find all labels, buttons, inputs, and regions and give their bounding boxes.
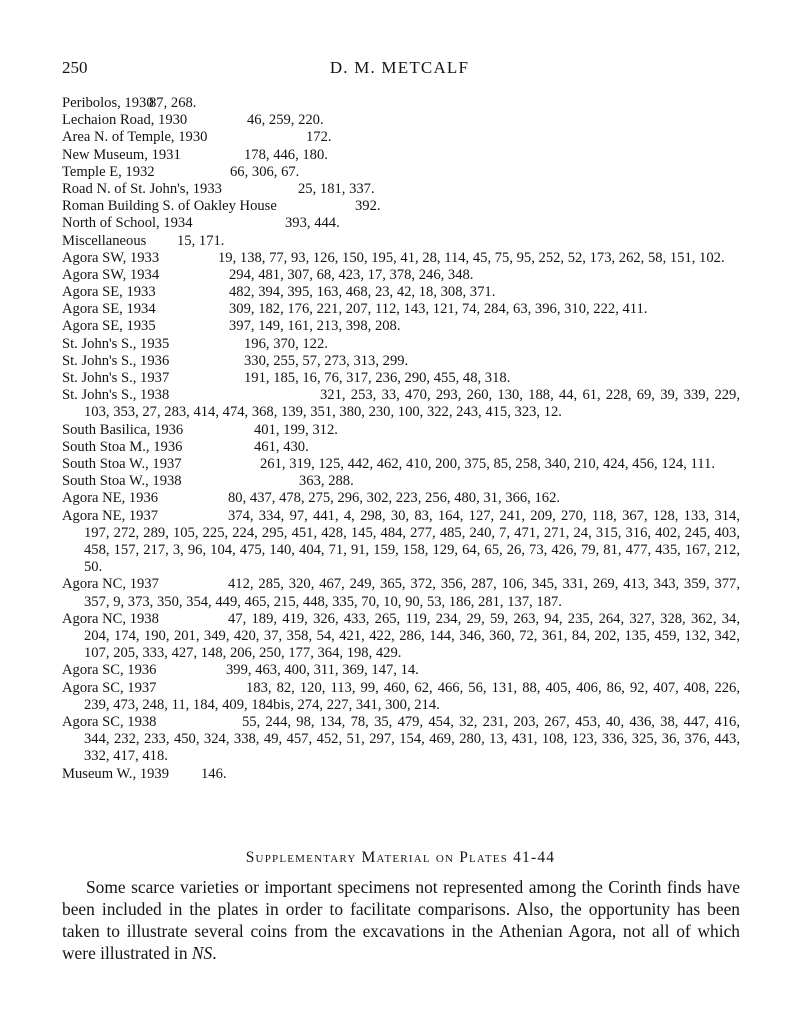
find-entry <box>62 611 740 663</box>
running-header <box>62 58 737 82</box>
find-location: Agora NC, 1938 <box>62 610 159 627</box>
page-number: 250 <box>62 58 88 77</box>
running-head-author: D. M. METCALF <box>329 58 470 77</box>
coin-numbers: 482, 394, 395, 163, 468, 23, 42, 18, 308, 371. <box>229 284 496 301</box>
find-location: St. John's S., 1938 <box>62 387 170 404</box>
coin-numbers: 412, 285, 320, 467, 249, 365, 372, 356, 287, 106, 345, 331, 269, 413, 343, 359, 377, 357, 9, 373, 350, 354, 449, 465, 215, 448, 335, 70, 10, 90, 53, 186, 281, 137, 187. <box>84 576 740 610</box>
coin-numbers: 321, 253, 33, 470, 293, 260, 130, 188, 44, 61, 228, 69, 39, 339, 229, 103, 353, 27, 283, 414, 474, 368, 139, 351, 380, 230, 100, 322, 243, 415, 323, 12. <box>84 387 740 421</box>
coin-numbers: 397, 149, 161, 213, 398, 208. <box>229 318 401 335</box>
section-heading: Supplementary Material on Plates 41-44 <box>245 849 556 866</box>
coin-numbers: 66, 306, 67. <box>230 163 300 180</box>
find-location: St. John's S., 1935 <box>62 335 170 352</box>
coin-numbers: 46, 259, 220. <box>247 112 324 129</box>
paragraph-text: Some scarce varieties or important specimens not represented among the Corinth finds have been included in the plates in order to facilitate comparisons. Also, the opportunity has been taken to illustrate several coins from the excavations in the Athenian Agora, not all of which were illustrated in <box>62 877 740 963</box>
find-location: St. John's S., 1937 <box>62 370 170 386</box>
coin-numbers: 146. <box>201 765 227 782</box>
coin-numbers: 196, 370, 122. <box>244 335 328 352</box>
find-entry <box>62 250 740 267</box>
find-location: Agora NC, 1937 <box>62 576 159 593</box>
find-entry <box>62 181 740 198</box>
find-entry <box>62 766 740 783</box>
find-entry <box>62 353 740 370</box>
find-location: St. John's S., 1936 <box>62 352 170 369</box>
find-location: Agora SW, 1933 <box>62 249 160 266</box>
find-location: Agora SW, 1934 <box>62 266 160 283</box>
find-location: Miscellaneous <box>62 232 147 249</box>
find-location: South Stoa W., 1937 <box>62 455 182 472</box>
coin-numbers: 183, 82, 120, 113, 99, 460, 62, 466, 56, 131, 88, 405, 406, 86, 92, 407, 408, 226, 239, 473, 248, 11, 184, 409, 184bis, 274, 227, 341, 300, 214. <box>84 679 740 713</box>
find-entry <box>62 112 740 129</box>
coin-numbers: 19, 138, 77, 93, 126, 150, 195, 41, 28, 114, 45, 75, 95, 252, 52, 173, 262, 58, 151, 102. <box>218 249 725 266</box>
find-entry <box>62 680 740 714</box>
find-location: New Museum, 1931 <box>62 146 181 163</box>
coin-numbers: 80, 437, 478, 275, 296, 302, 223, 256, 480, 31, 366, 162. <box>228 490 561 507</box>
coin-numbers: 178, 446, 180. <box>244 146 328 163</box>
find-entry <box>62 387 740 421</box>
coin-numbers: 87, 268. <box>149 95 197 111</box>
body-paragraph <box>62 876 740 964</box>
find-location: Area N. of Temple, 1930 <box>62 129 208 146</box>
coin-numbers: 393, 444. <box>285 215 340 232</box>
find-location: Roman Building S. of Oakley House <box>62 198 277 215</box>
find-entry <box>62 318 740 335</box>
find-entry <box>62 473 740 490</box>
find-location: Lechaion Road, 1930 <box>62 112 188 129</box>
find-entry <box>62 422 740 439</box>
coin-numbers: 47, 189, 419, 326, 433, 265, 119, 234, 29, 59, 263, 94, 235, 264, 327, 328, 362, 34, 204, 174, 190, 201, 349, 420, 37, 358, 54, 421, 422, 286, 144, 346, 360, 72, 361, 84, 202, 135, 459, 132, 342, 107, 205, 333, 427, 148, 206, 250, 177, 364, 198, 429. <box>84 610 740 662</box>
coin-numbers: 55, 244, 98, 134, 78, 35, 479, 454, 32, 231, 203, 267, 453, 40, 436, 38, 447, 416, 344, 232, 233, 450, 324, 338, 49, 457, 452, 51, 297, 154, 469, 280, 13, 431, 108, 123, 336, 325, 36, 376, 443, 332, 417, 418. <box>84 713 740 765</box>
find-location: Agora SE, 1933 <box>62 284 156 301</box>
coin-numbers: 374, 334, 97, 441, 4, 298, 30, 83, 164, 127, 241, 209, 270, 118, 367, 128, 133, 314, 197, 272, 289, 105, 225, 224, 295, 451, 428, 145, 484, 277, 485, 240, 7, 471, 271, 24, 315, 316, 402, 245, 403, 458, 157, 217, 3, 96, 104, 475, 140, 404, 71, 91, 159, 158, 129, 64, 65, 26, 73, 426, 79, 81, 477, 435, 167, 212, 50. <box>84 507 740 576</box>
find-location: Agora SC, 1938 <box>62 713 157 730</box>
find-entry <box>62 147 740 164</box>
find-location: Agora NE, 1937 <box>62 507 159 524</box>
find-entry <box>62 215 740 232</box>
coin-numbers: 294, 481, 307, 68, 423, 17, 378, 246, 348. <box>229 266 474 283</box>
find-location: Agora SE, 1935 <box>62 318 156 335</box>
find-location: Museum W., 1939 <box>62 765 170 782</box>
coin-numbers: 191, 185, 16, 76, 317, 236, 290, 455, 48, 318. <box>244 370 511 386</box>
find-location: Agora SC, 1937 <box>62 679 157 696</box>
find-entry <box>62 301 740 318</box>
find-entry <box>62 233 740 250</box>
paragraph-end: . <box>212 943 217 963</box>
find-entry <box>62 662 740 679</box>
find-entry <box>62 508 740 577</box>
coin-numbers: 15, 171. <box>177 232 225 249</box>
coin-numbers: 401, 199, 312. <box>254 421 338 438</box>
coin-numbers: 461, 430. <box>254 438 309 455</box>
find-entry <box>62 164 740 181</box>
coin-numbers: 25, 181, 337. <box>298 180 375 197</box>
find-entry <box>62 714 740 766</box>
find-entry <box>62 336 740 353</box>
find-entry <box>62 456 740 473</box>
find-location: South Basilica, 1936 <box>62 421 184 438</box>
find-location: Agora SE, 1934 <box>62 301 156 318</box>
find-location: Peribolos, 1930 <box>62 95 154 111</box>
find-location: Temple E, 1932 <box>62 163 155 180</box>
find-location: South Stoa W., 1938 <box>62 473 182 490</box>
find-entry <box>62 370 740 387</box>
coin-numbers: 172. <box>306 129 332 146</box>
find-entry <box>62 284 740 301</box>
coin-numbers: 399, 463, 400, 311, 369, 147, 14. <box>226 662 419 679</box>
find-entry <box>62 129 740 146</box>
find-entry <box>62 439 740 456</box>
coin-numbers: 330, 255, 57, 273, 313, 299. <box>244 352 409 369</box>
paragraph-abbreviation: NS <box>191 943 213 963</box>
find-entry <box>62 576 740 610</box>
coin-numbers: 363, 288. <box>299 473 354 490</box>
coin-numbers: 392. <box>355 198 381 215</box>
find-location: South Stoa M., 1936 <box>62 438 183 455</box>
find-entry <box>62 267 740 284</box>
find-location: North of School, 1934 <box>62 215 193 232</box>
find-location: Road N. of St. John's, 1933 <box>62 180 222 197</box>
find-entry <box>62 95 740 112</box>
find-entry <box>62 490 740 507</box>
find-location: Agora NE, 1936 <box>62 490 159 507</box>
find-list <box>62 95 740 783</box>
find-location: Agora SC, 1936 <box>62 662 157 679</box>
coin-numbers: 261, 319, 125, 442, 462, 410, 200, 375, 85, 258, 340, 210, 424, 456, 124, 111. <box>260 455 715 472</box>
coin-numbers: 309, 182, 176, 221, 207, 112, 143, 121, 74, 284, 63, 396, 310, 222, 411. <box>229 301 648 318</box>
find-entry <box>62 198 740 215</box>
